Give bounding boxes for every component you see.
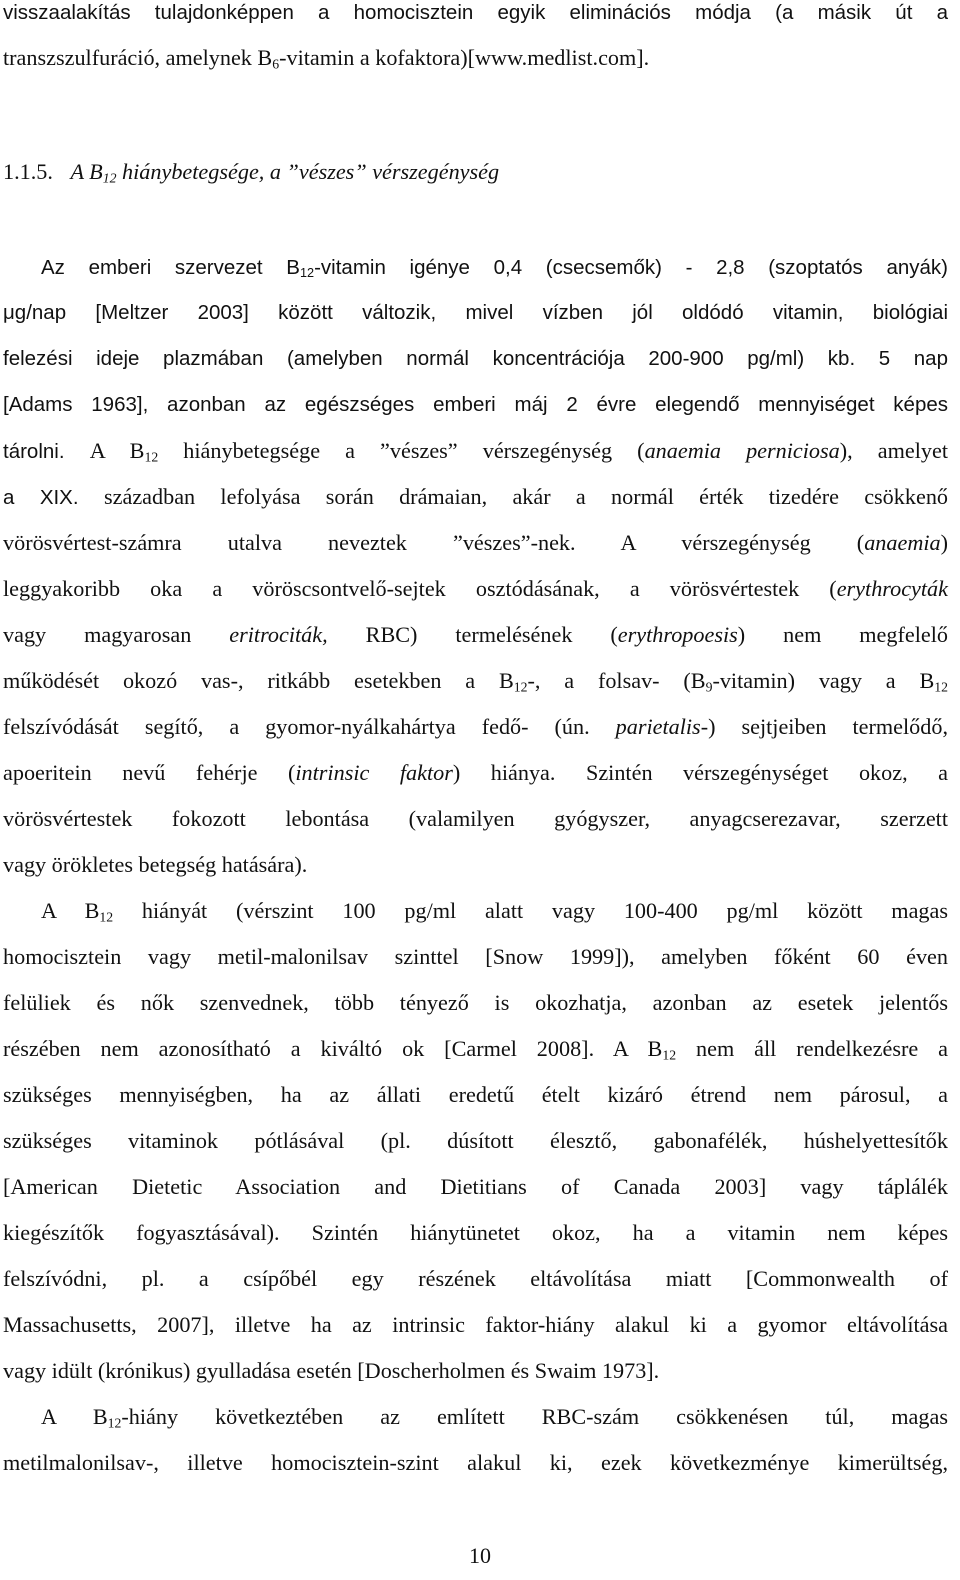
text-line: felezési ideje plazmában (amelyben normál koncentrációja 200-900 pg/ml) kb. 5 nap [3,347,948,370]
text: transzszulfuráció, amelynek B [3,45,273,70]
text-line: A $B_{12}$ hiányát (vérszint 100 pg/ml alatt vagy 100-400 pg/ml között magas [41,898,948,925]
text-line: [Adams 1963], azonban az egészséges emberi máj 2 évre elegendő mennyiséget képes [3,393,948,416]
section-number: 1.1.5. [3,159,53,184]
text-line: felszívódását segítő, a gyomor-nyálkahártya fedő- (ún. parietalis-) sejtjeiben termelődő, [3,714,948,739]
text-line: felszívódni, pl. a csípőbél egy részének eltávolítása miatt [Commonwealth of [3,1266,948,1291]
text: -vitamin a kofaktora)[www.medlist.com]. [279,45,650,70]
text-line: vagy magyarosan eritrociták, RBC) termelésének (erythropoesis) nem megfelelő [3,622,948,647]
text-line: leggyakoribb oka a vöröscsontvelő-sejtek osztódásának, a vörösvértestek (erythrocyták [3,576,948,601]
text-line: felüliek és nők szenvednek, több tényező is okozhatja, azonban az esetek jelentős [3,990,948,1015]
text-line: a XIX. században lefolyása során drámaian, akár a normál érték tizedére csökkenő [3,484,949,509]
text-line [3,42,948,74]
text-line: kiegészítők fogyasztásával). Szintén hiánytünetet okoz, ha a vitamin nem képes [3,1220,948,1245]
section-title: A $B_{12}$ hiánybetegsége, a ”vészes” vérszegénység [70,159,500,186]
text: Az emberi szervezet $B_{12}$-vitamin igénye 0,4 (csecsemők) - 2,8 (szoptatós anyák) [41,256,948,281]
page-number: 10 [469,1543,491,1568]
text-line: tárolni. A $B_{12}$ hiánybetegsége a ”vészes” vérszegénység (anaemia perniciosa), amelyet [3,438,948,465]
subscript: 6 [272,56,280,72]
text-line: vagy idült (krónikus) gyulladása esetén [Doscherholmen és Swaim 1973]. [3,1358,660,1383]
text-line: részében nem azonosítható a kiváltó ok [Carmel 2008]. A $B_{12}$ nem áll rendelkezésre a [3,1036,948,1063]
text-line [3,0,948,29]
text-line: A $B_{12}$-hiány következtében az említett RBC-szám csökkenésen túl, magas [41,1404,948,1431]
text-line: metilmalonilsav-, illetve homocisztein-szint alakul ki, ezek következménye kimerültség, [3,1450,948,1475]
text-line: vörösvértestek fokozott lebontása (valamilyen gyógyszer, anyagcserezavar, szerzett [3,806,948,831]
text-line: homocisztein vagy metil-malonilsav szinttel [Snow 1999]), amelyben főként 60 éven [3,944,948,969]
text-line [3,251,948,284]
text-line: vagy örökletes betegség hatására). [3,852,308,877]
section-heading [3,156,948,188]
text-line: μg/nap [Meltzer 2003] között változik, mivel vízben jól oldódó vitamin, biológiai [3,301,948,324]
text-line: szükséges vitaminok pótlásával (pl. dúsított élesztő, gabonafélék, húshelyettesítők [3,1128,948,1153]
text-line: [American Dietetic Association and Dietitians of Canada 2003] vagy táplálék [3,1174,948,1199]
text-line: apoeritein nevű fehérje (intrinsic faktor) hiánya. Szintén vérszegénységet okoz, a [3,760,948,785]
text-line: vörösvértest-számra utalva neveztek ”vészes”-nek. A vérszegénység (anaemia) [3,530,948,555]
text-line: szükséges mennyiségben, ha az állati eredetű ételt kizáró étrend nem párosul, a [3,1082,948,1107]
text-line: működését okozó vas-, ritkább esetekben a $B_{12}-$, a folsav- $(B_9-vitamin)$ vagy a $B_{12}$ [3,668,949,695]
text-line: Massachusetts, 2007], illetve ha az intrinsic faktor-hiány alakul ki a gyomor eltávolítása [3,1312,948,1337]
text: visszaalakítás tulajdonképpen a homocisztein egyik eliminációs módja (a másik út a [3,1,948,24]
